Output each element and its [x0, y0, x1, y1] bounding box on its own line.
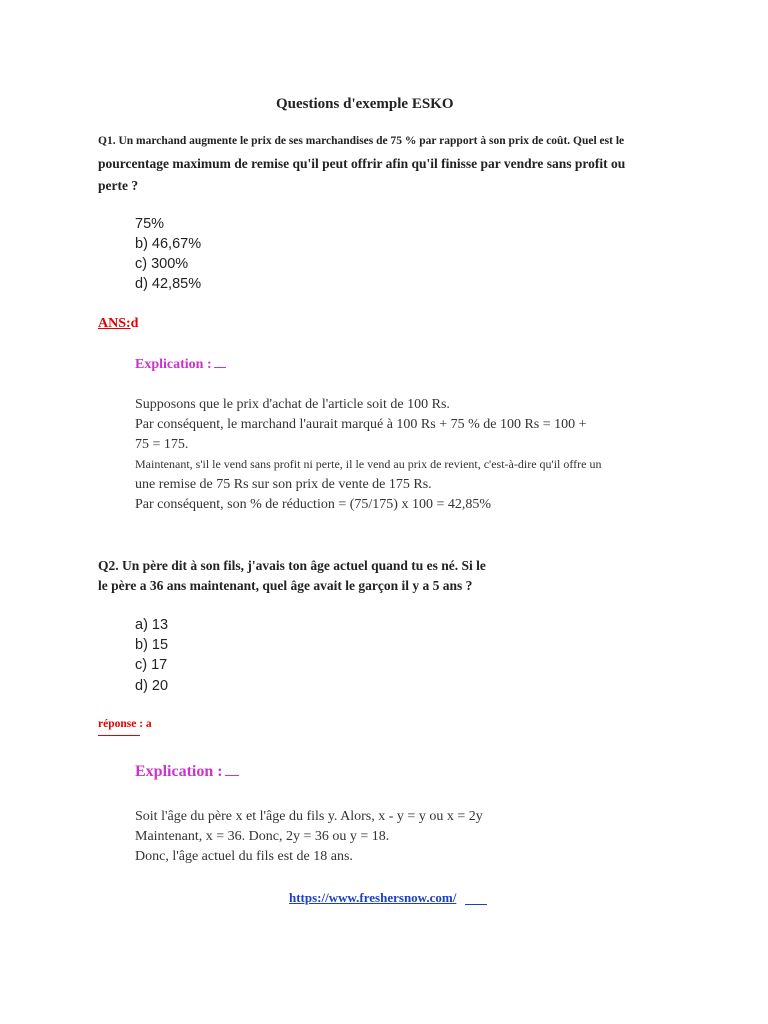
question-1-explanation-line: 75 = 175.: [135, 437, 189, 452]
question-1-answer: [98, 316, 138, 332]
question-1-line-3: perte ?: [98, 178, 139, 193]
question-1-line-2: pourcentage maximum de remise qu'il peut offrir afin qu'il finisse par vendre sans profit ou: [98, 156, 626, 171]
explanation-label: Explication :: [135, 357, 212, 372]
question-1-explanation-line: Supposons que le prix d'achat de l'article soit de 100 Rs.: [135, 397, 450, 412]
question-1-line-1: Q1. Un marchand augmente le prix de ses marchandises de 75 % par rapport à son prix de coût. Quel est le: [98, 135, 625, 147]
question-1-explanation-line: une remise de 75 Rs sur son prix de vente de 175 Rs.: [135, 477, 432, 492]
footer-link[interactable]: https://www.freshersnow.com/: [289, 890, 457, 905]
question-1-explanation-heading: [135, 357, 226, 373]
question-2-line-1: Q2. Un père dit à son fils, j'avais ton âge actuel quand tu es né. Si le: [98, 558, 486, 573]
question-1-option-d: d) 42,85%: [135, 276, 202, 292]
question-1-option-c: c) 300%: [135, 256, 189, 272]
question-2-explanation-line: Soit l'âge du père x et l'âge du fils y. Alors, x - y = y ou x = 2y: [135, 809, 483, 824]
question-2-option-d: d) 20: [135, 678, 169, 694]
answer-label: ANS:: [98, 316, 131, 331]
question-1-option-b: b) 46,67%: [135, 236, 202, 252]
question-2-explanation-heading: [135, 763, 239, 781]
question-2-line-2: le père a 36 ans maintenant, quel âge avait le garçon il y a 5 ans ?: [98, 578, 473, 593]
question-1-explanation-line: Par conséquent, son % de réduction = (75/175) x 100 = 42,85%: [135, 497, 492, 512]
question-2-explanation-line: Maintenant, x = 36. Donc, 2y = 36 ou y = 18.: [135, 829, 390, 844]
question-2-option-b: b) 15: [135, 637, 169, 653]
question-2-option-a: a) 13: [135, 617, 169, 633]
question-2-answer: réponse : a: [98, 718, 152, 730]
document-title: Questions d'exemple ESKO: [276, 96, 454, 112]
question-1-explanation-line: Par conséquent, le marchand l'aurait marqué à 100 Rs + 75 % de 100 Rs = 100 +: [135, 417, 587, 432]
link-underline: [465, 904, 487, 905]
question-1-explanation-line: Maintenant, s'il le vend sans profit ni perte, il le vend au prix de revient, c'est-à-dire qu'il offre un: [135, 457, 602, 471]
explanation-label: Explication :: [135, 763, 223, 780]
answer-underline: [98, 735, 140, 736]
answer-value: d: [130, 316, 139, 331]
question-2-explanation-line: Donc, l'âge actuel du fils est de 18 ans.: [135, 849, 353, 864]
question-1-option-a: 75%: [135, 216, 165, 232]
question-2-option-c: c) 17: [135, 657, 168, 673]
